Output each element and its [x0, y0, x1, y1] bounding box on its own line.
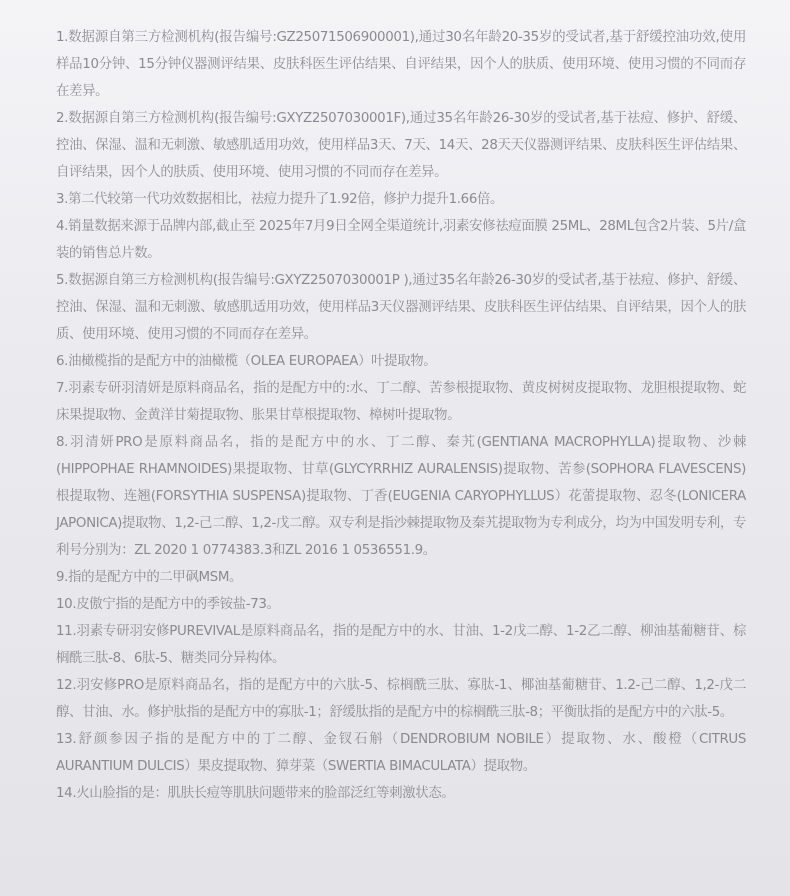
footnote-1: 1.数据源自第三方检测机构(报告编号:GZ25071506900001),通过30名年龄20-35岁的受试者,基于舒缓控油功效,使用样品10分钟、15分钟仪器测评结果、皮肤科医生评估结果、自评结果，因个人的肤质、使用环境、使用习惯的不同而存在差异。 [56, 30, 746, 99]
footnote-10: 10.皮傲宁指的是配方中的季铵盐-73。 [56, 597, 280, 612]
footnote-6: 6.油橄榄指的是配方中的油橄榄（OLEA EUROPAEA）叶提取物。 [56, 354, 437, 369]
footnote-2: 2.数据源自第三方检测机构(报告编号:GXYZ2507030001F),通过35名年龄26-30岁的受试者,基于祛痘、修护、舒缓、控油、保湿、温和无刺激、敏感肌适用功效，使用样品3天、7天、14天、28天天仪器测评结果、皮肤科医生评估结果、自评结果，因个人的肤质、使用环境、使用习惯的不同而存在差异。 [56, 111, 746, 180]
footnote-5: 5.数据源自第三方检测机构(报告编号:GXYZ2507030001P ),通过35名年龄26-30岁的受试者,基于祛痘、修护、舒缓、控油、保湿、温和无刺激、敏感肌适用功效，使用样品3天仪器测评结果、皮肤科医生评估结果、自评结果，因个人的肤质、使用环境、使用习惯的不同而存在差异。 [56, 273, 746, 342]
footnote-4: 4.销量数据来源于品牌内部,截止至 2025年7月9日全网全渠道统计,羽素安修祛痘面膜 25ML、28ML包含2片装、5片/盒装的销售总片数。 [56, 219, 746, 261]
footnote-14: 14.火山脸指的是：肌肤长痘等肌肤问题带来的脸部泛红等刺激状态。 [56, 786, 455, 801]
footnote-13: 13.舒颜参因子指的是配方中的丁二醇、金钗石斛（DENDROBIUM NOBILE）提取物、水、酸橙（CITRUS AURANTIUM DULCIS）果皮提取物、獐芽菜（SWERTIA BIMACULATA）提取物。 [56, 732, 746, 774]
footnote-3: 3.第二代较第一代功效数据相比，祛痘力提升了1.92倍，修护力提升1.66倍。 [56, 192, 504, 207]
footnote-7: 7.羽素专研羽清妍是原料商品名，指的是配方中的:水、丁二醇、苦参根提取物、黄皮树树皮提取物、龙胆根提取物、蛇床果提取物、金黄洋甘菊提取物、胀果甘草根提取物、樟树叶提取物。 [56, 381, 746, 423]
footnote-11: 11.羽素专研羽安修PUREVIVAL是原料商品名，指的是配方中的水、甘油、1-2戊二醇、1-2乙二醇、柳油基葡糖苷、棕榈酰三肽-8、6肽-5、糖类同分异构体。 [56, 624, 746, 666]
footnotes-list [56, 24, 746, 807]
footnote-9: 9.指的是配方中的二甲砜MSM。 [56, 570, 243, 585]
footnote-12: 12.羽安修PRO是原料商品名，指的是配方中的六肽-5、棕榈酰三肽、寡肽-1、椰油基葡糖苷、1.2-己二醇、1,2-戊二醇、甘油、水。修护肽指的是配方中的寡肽-1；舒缓肽指的是配方中的棕榈酰三肽-8；平衡肽指的是配方中的六肽-5。 [56, 678, 746, 720]
footnote-8: 8.羽清妍PRO是原料商品名，指的是配方中的水、丁二醇、秦艽(GENTIANA MACROPHYLLA)提取物、沙棘(HIPPOPHAE RHAMNOIDES)果提取物、甘草(GLYCYRRHIZ AURALENSIS)提取物、苦参(SOPHORA FLAVESCENS)根提取物、连翘(FORSYTHIA SUSPENSA)提取物、丁香(EUGENIA CARYOPHYLLUS）花蕾提取物、忍冬(LONICERA JAPONICA)提取物、1,2-己二醇、1,2-戊二醇。双专利是指沙棘提取物及秦艽提取物为专利成分，均为中国发明专利，专利号分别为：ZL 2020 1 0774383.3和ZL 2016 1 0536551.9。 [56, 435, 746, 558]
